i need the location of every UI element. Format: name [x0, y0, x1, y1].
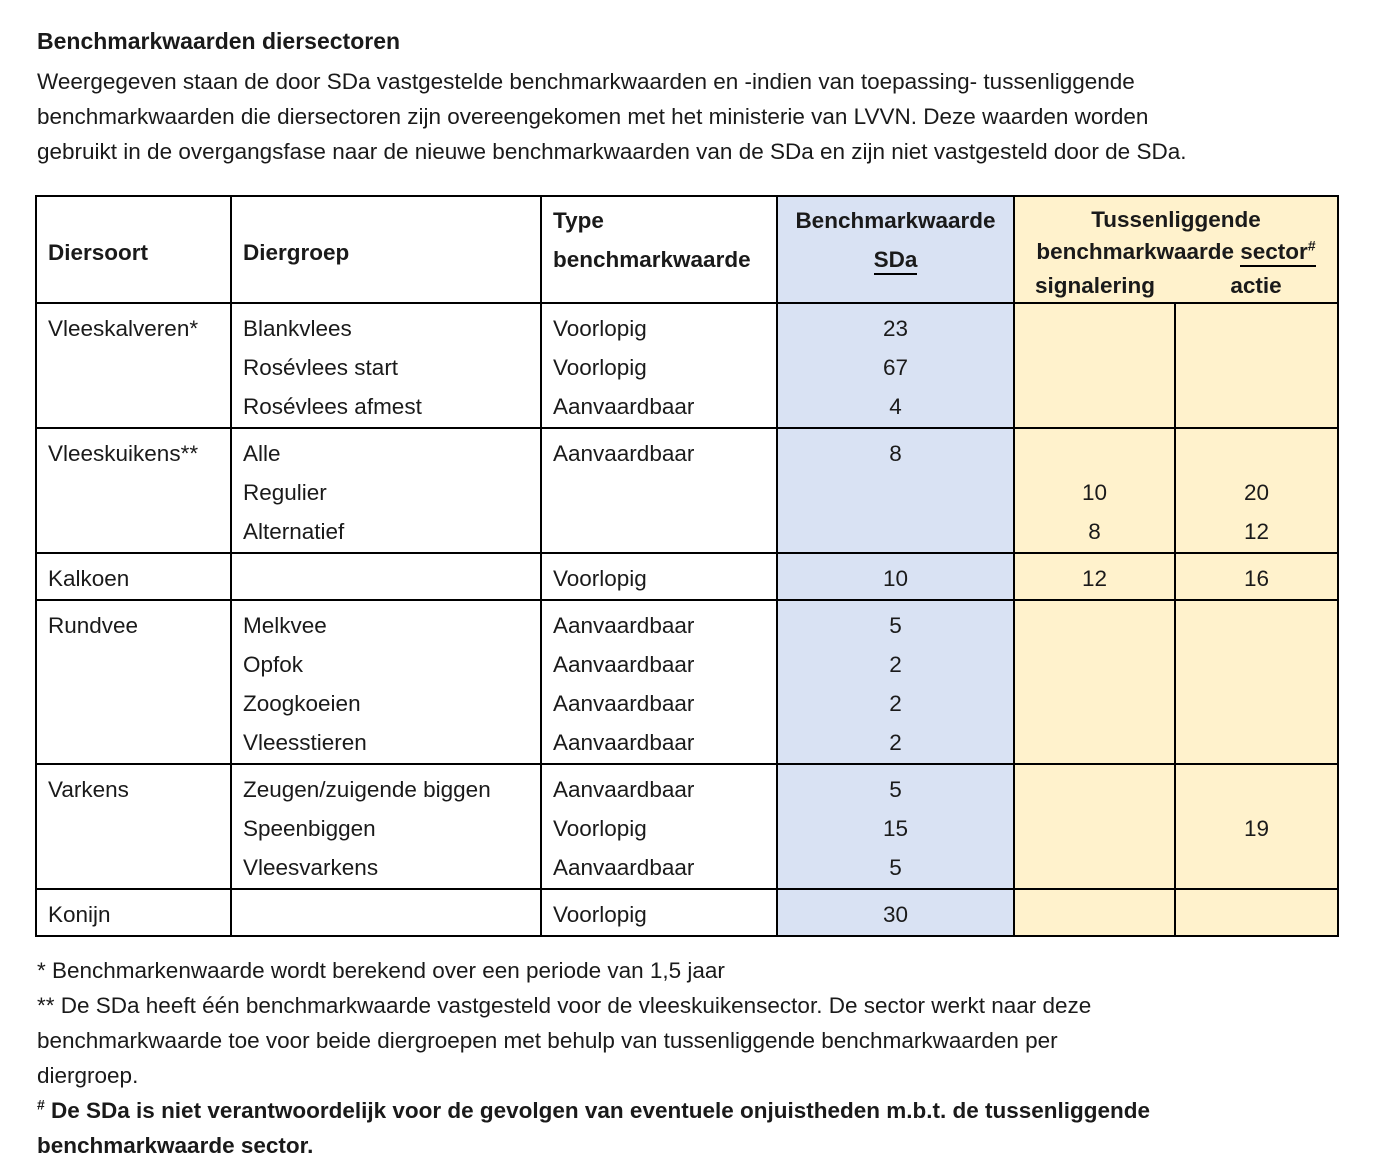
- sda-value: 8: [889, 441, 902, 466]
- type-cell: Aanvaardbaar: [553, 855, 695, 880]
- footnote-double-asterisk-line: ** De SDa heeft één benchmarkwaarde vastgesteld voor de vleeskuikensector. De sector werkt naar deze: [37, 993, 1092, 1018]
- sda-value: 10: [882, 566, 909, 591]
- sda-value: 4: [889, 394, 902, 419]
- hash-marker: #: [37, 1096, 45, 1113]
- intro-line: benchmarkwaarden die diersectoren zijn overeengekomen met het ministerie van LVVN. Deze waarden worden: [37, 104, 1149, 129]
- type-cell: [542, 512, 776, 551]
- actie-value: [1176, 645, 1337, 684]
- table-section-varkens: [36, 764, 1338, 889]
- actie-value: [1176, 348, 1337, 387]
- actie-value: 20: [1243, 480, 1270, 505]
- diergroep-cell: Speenbiggen: [243, 816, 376, 841]
- signalering-value: [1015, 606, 1174, 645]
- diersoort-cell: Konijn: [48, 902, 111, 927]
- diersoort-cell: Varkens: [48, 777, 129, 802]
- actie-value: [1176, 387, 1337, 426]
- signalering-value: 12: [1081, 566, 1108, 591]
- type-cell: Aanvaardbaar: [553, 613, 695, 638]
- footnote-asterisk: * Benchmarkenwaarde wordt berekend over een periode van 1,5 jaar: [37, 958, 725, 983]
- signalering-value: [1015, 387, 1174, 426]
- sda-value: 30: [882, 902, 909, 927]
- page-title: Benchmarkwaarden diersectoren: [37, 28, 401, 54]
- header-benchmarkwaarde-sda: Benchmarkwaarde SDa: [777, 196, 1014, 303]
- signalering-value: 8: [1088, 519, 1101, 544]
- type-cell: Aanvaardbaar: [553, 441, 695, 466]
- header-diergroep: Diergroep: [231, 196, 541, 303]
- diersoort-cell: Rundvee: [48, 613, 139, 638]
- signalering-value: [1015, 723, 1174, 762]
- header-signalering: signalering: [1034, 273, 1156, 298]
- type-cell: Voorlopig: [553, 816, 647, 841]
- type-cell: Voorlopig: [553, 566, 647, 591]
- diergroep-cell: Alle: [243, 441, 281, 466]
- actie-value: [1176, 770, 1337, 809]
- diergroep-cell: [232, 895, 540, 934]
- table-section-rundvee: [36, 600, 1338, 764]
- type-cell: Voorlopig: [553, 355, 647, 380]
- diergroep-cell: Vleesstieren: [243, 730, 367, 755]
- actie-value: 19: [1243, 816, 1270, 841]
- table-section-vleeskuikens: [36, 428, 1338, 553]
- signalering-value: [1015, 848, 1174, 887]
- sector-footnote-marker: #: [1307, 237, 1316, 254]
- type-cell: Voorlopig: [553, 902, 647, 927]
- actie-value: [1176, 723, 1337, 762]
- sda-value: 67: [882, 355, 909, 380]
- diergroep-cell: Vleesvarkens: [243, 855, 379, 880]
- footnote-double-asterisk-line: diergroep.: [37, 1063, 139, 1088]
- table-section-vleeskalveren: [36, 303, 1338, 428]
- type-cell: Voorlopig: [553, 316, 647, 341]
- intro-paragraph: [37, 64, 1342, 169]
- actie-value: [1176, 309, 1337, 348]
- sda-value: 5: [889, 613, 902, 638]
- actie-value: [1176, 895, 1337, 934]
- diersoort-cell: Kalkoen: [48, 566, 130, 591]
- sda-value: 2: [889, 652, 902, 677]
- sda-value: [778, 512, 1013, 551]
- signalering-value: [1015, 895, 1174, 934]
- intro-line: Weergegeven staan de door SDa vastgestelde benchmarkwaarden en -indien van toepassing- tussenliggende: [37, 69, 1135, 94]
- type-cell: Aanvaardbaar: [553, 691, 695, 716]
- diergroep-cell: Alternatief: [243, 519, 345, 544]
- diergroep-cell: Rosévlees start: [243, 355, 399, 380]
- type-cell: [542, 473, 776, 512]
- signalering-value: [1015, 309, 1174, 348]
- diergroep-cell: Rosévlees afmest: [243, 394, 422, 419]
- diergroep-cell: Melkvee: [243, 613, 327, 638]
- actie-value: 12: [1243, 519, 1270, 544]
- footnote-hash-line: # De SDa is niet verantwoordelijk voor de gevolgen van eventuele onjuistheden m.b.t. de tussenliggende: [37, 1096, 1151, 1123]
- diergroep-cell: Zoogkoeien: [243, 691, 361, 716]
- signalering-value: [1015, 434, 1174, 473]
- type-cell: Aanvaardbaar: [553, 777, 695, 802]
- sda-value: 15: [882, 816, 909, 841]
- table-section-kalkoen: [36, 553, 1338, 600]
- actie-value: [1176, 684, 1337, 723]
- footnote-double-asterisk-line: benchmarkwaarde toe voor beide diergroepen met behulp van tussenliggende benchmarkwaarden per: [37, 1028, 1058, 1053]
- actie-value: [1176, 434, 1337, 473]
- signalering-value: 10: [1081, 480, 1108, 505]
- header-type-benchmarkwaarde: Type benchmarkwaarde: [541, 196, 777, 303]
- signalering-value: [1015, 684, 1174, 723]
- sda-value: [778, 473, 1013, 512]
- diergroep-cell: Regulier: [243, 480, 327, 505]
- benchmark-table: [35, 195, 1339, 937]
- type-cell: Aanvaardbaar: [553, 652, 695, 677]
- actie-value: [1176, 848, 1337, 887]
- type-cell: Aanvaardbaar: [553, 730, 695, 755]
- table-header: [36, 196, 1338, 303]
- sda-value: 5: [889, 855, 902, 880]
- table-section-konijn: [36, 889, 1338, 936]
- type-cell: Aanvaardbaar: [553, 394, 695, 419]
- actie-value: 16: [1243, 566, 1270, 591]
- header-diersoort: Diersoort: [36, 196, 231, 303]
- sda-value: 2: [889, 730, 902, 755]
- diergroep-cell: Opfok: [243, 652, 304, 677]
- sda-value: 2: [889, 691, 902, 716]
- signalering-value: [1015, 348, 1174, 387]
- diersoort-cell: Vleeskalveren*: [48, 316, 199, 341]
- signalering-value: [1015, 645, 1174, 684]
- header-actie: actie: [1230, 273, 1282, 298]
- sda-value: 5: [889, 777, 902, 802]
- footnote-hash-line: benchmarkwaarde sector.: [37, 1133, 314, 1158]
- diergroep-cell: Zeugen/zuigende biggen: [243, 777, 491, 802]
- footnotes: [37, 953, 1342, 1163]
- diersoort-cell: Vleeskuikens**: [48, 441, 199, 466]
- sda-value: 23: [882, 316, 909, 341]
- intro-line: gebruikt in de overgangsfase naar de nieuwe benchmarkwaarden van de SDa en zijn niet vastgesteld door de SDa.: [37, 139, 1187, 164]
- header-tussenliggende-sector: Tussenliggende benchmarkwaarde sector# signalering actie: [1014, 196, 1338, 303]
- diergroep-cell: Blankvlees: [243, 316, 352, 341]
- diergroep-cell: [232, 559, 540, 598]
- actie-value: [1176, 606, 1337, 645]
- signalering-value: [1015, 770, 1174, 809]
- signalering-value: [1015, 809, 1174, 848]
